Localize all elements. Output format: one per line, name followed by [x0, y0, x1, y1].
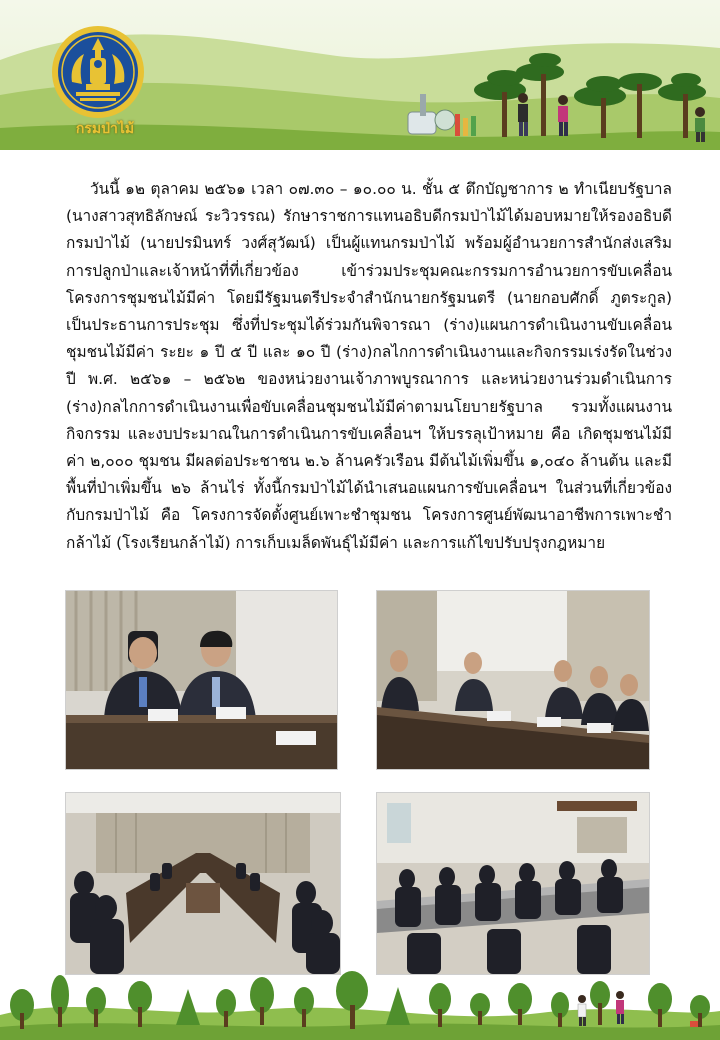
meeting-photo-4 — [376, 792, 650, 975]
department-name: กรมป่าไม้ — [75, 121, 135, 137]
news-paragraph: วันนี้ ๑๒ ตุลาคม ๒๕๖๑ เวลา ๐๗.๓๐ – ๑๐.๐๐ น. ชั้น ๕ ตึกบัญชาการ ๒ ทำเนียบรัฐบาล (นางสาวสุทธิลักษณ์ ระวิวรรณ) รักษาราชการแทนอธิบดีกรมป่าไม้ได้มอบหมายให้รองอธิบดีกรมป่าไม้ (นายปรมินทร์ วงศ์สุวัฒน์) เป็นผู้แทนกรมป่าไม้ พร้อมผู้อำนวยการสำนักส่งเสริมการปลูกป่าและเจ้าหน้าที่ที่เกี่ยวข้อง เข้าร่วมประชุมคณะกรรมการอำนวยการขับเคลื่อนโครงการชุมชนไม้มีค่า โดยมีรัฐมนตรีประจำสำนักนายกรัฐมนตรี (นายกอบศักดิ์ ภูตระกูล) เป็นประธานการประชุม ซึ่งที่ประชุมได้ร่วมกันพิจารณา (ร่าง)แผนการดำเนินงานขับเคลื่อนชุมชนไม้มีค่า ระยะ ๑ ปี ๕ ปี และ ๑๐ ปี (ร่าง)กลไกการดำเนินงานและกิจกรรมเร่งรัดในช่วงปี พ.ศ. ๒๕๖๑ – ๒๕๖๒ ของหน่วยงานเจ้าภาพบูรณาการ และหน่วยงานร่วมดำเนินการ (ร่าง)กลไกการดำเนินงานเพื่อขับเคลื่อนชุมชนไม้มีค่าตามนโยบายรัฐบาล รวมทั้งแผนงาน กิจกรรม และงบประมาณในการดำเนินการขับเคลื่อนฯ ให้บรรลุเป้าหมาย คือ เกิดชุมชนไม้มีค่า ๒,๐๐๐ ชุมชน มีผลต่อประชาชน ๒.๖ ล้านครัวเรือน มีต้นไม้เพิ่มขึ้น ๑,๐๔๐ ล้านต้น และมีพื้นที่ป่าเพิ่มขึ้น ๒๖ ล้านไร่ ทั้งนี้กรมป่าไม้ได้นำเสนอแผนการขับเคลื่อนฯ ในส่วนที่เกี่ยวข้องกับกรมป่าไม้ คือ โครงการจัดตั้งศูนย์เพาะชำชุมชน โครงการศูนย์พัฒนาอาชีพการเพาะชำกล้าไม้ (โรงเรียนกล้าไม้) การเก็บเมล็ดพันธุ์ไม้มีค่า และการแก้ไขปรับปรุงกฎหมาย — [66, 180, 672, 552]
forestry-department-emblem — [50, 24, 146, 120]
meeting-photo-1 — [65, 590, 338, 770]
meeting-photo-3 — [65, 792, 341, 975]
meeting-photo-2 — [376, 590, 650, 770]
footer-tree-decoration — [0, 965, 720, 1040]
